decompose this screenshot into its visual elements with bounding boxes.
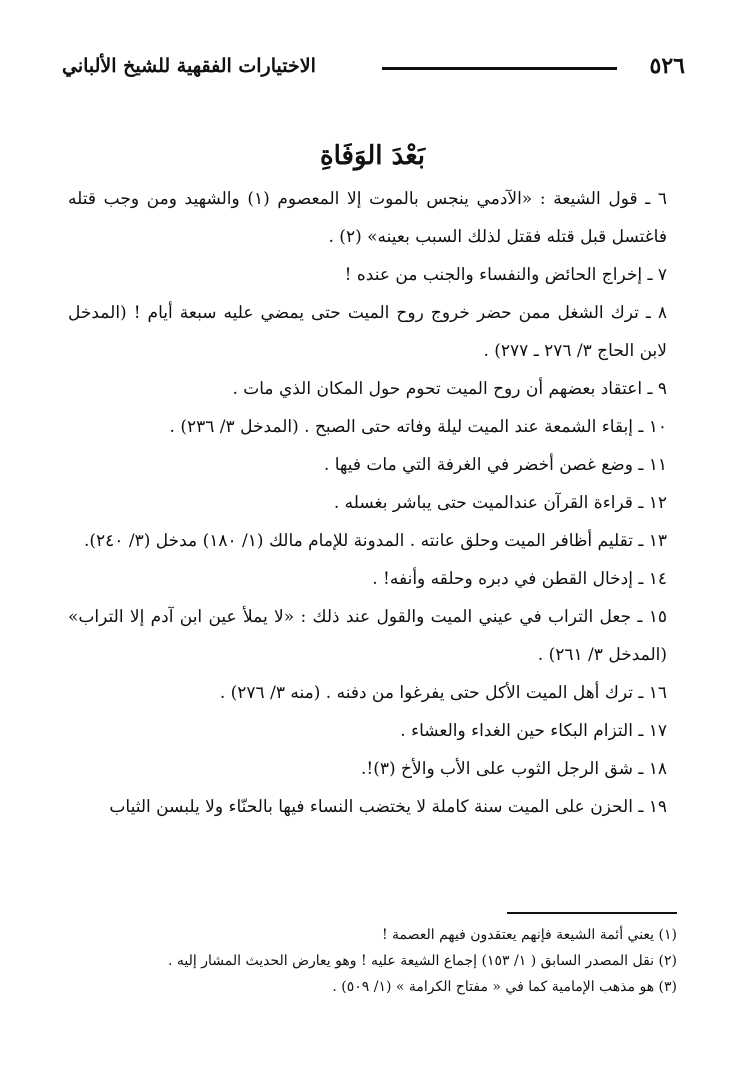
- main-text: [68, 180, 667, 826]
- list-item: ١٩ ـ الحزن على الميت سنة كاملة لا يختضب النساء فيها بالحنّاء ولا يلبسن الثياب: [109, 797, 667, 817]
- footnote: (٢) نقل المصدر السابق ( ١/ ١٥٣) إجماع الشيعة عليه ! وهو يعارض الحديث المشار إليه .: [168, 953, 677, 969]
- section-title: بَعْدَ الوَفَاةِ: [319, 141, 426, 171]
- list-item: ١١ ـ وضع غصن أخضر في الغرفة التي مات فيها .: [323, 455, 667, 475]
- list-item: ١٥ ـ جعل التراب في عيني الميت والقول عند ذلك : «لا يملأ عين ابن آدم إلا التراب» (المدخل ٣/ ٢٦١) .: [68, 607, 667, 665]
- footnotes: [68, 922, 677, 1000]
- list-item: ١٧ ـ التزام البكاء حين الغداء والعشاء .: [400, 721, 667, 741]
- list-item: ٧ ـ إخراج الحائض والنفساء والجنب من عنده !: [344, 265, 667, 285]
- footnote-rule: [507, 912, 677, 914]
- running-title: الاختيارات الفقهية للشيخ الألباني: [62, 55, 316, 77]
- list-item: ١٨ ـ شق الرجل الثوب على الأب والأخ (٣)!.: [361, 759, 667, 779]
- page-number: ٥٢٦: [649, 53, 685, 79]
- header-rule: [382, 67, 617, 70]
- list-item: ١٢ ـ قراءة القرآن عندالميت حتى يباشر بغسله .: [333, 493, 667, 513]
- list-item: ١٣ ـ تقليم أظافر الميت وحلق عانته . المدونة للإمام مالك (١/ ١٨٠) مدخل (٣/ ٢٤٠).: [83, 531, 667, 551]
- list-item: ٦ ـ قول الشيعة : «الآدمي ينجس بالموت إلا المعصوم (١) والشهيد ومن وجب قتله فاغتسل قبل قتله فقتل لذلك السبب بعينه» (٢) .: [68, 189, 667, 247]
- page-header: [62, 48, 685, 84]
- list-item: ٩ ـ اعتقاد بعضهم أن روح الميت تحوم حول المكان الذي مات .: [232, 379, 667, 399]
- list-item: ١٠ ـ إبقاء الشمعة عند الميت ليلة وفاته حتى الصبح . (المدخل ٣/ ٢٣٦) .: [169, 417, 667, 437]
- footnote: (٣) هو مذهب الإمامية كما في « مفتاح الكرامة » (١/ ٥٠٩) .: [332, 979, 677, 995]
- list-item: ١٤ ـ إدخال القطن في دبره وحلقه وأنفه! .: [372, 569, 667, 589]
- footnote: (١) يعني أئمة الشيعة فإنهم يعتقدون فيهم العصمة !: [381, 927, 677, 943]
- list-item: ١٦ ـ ترك أهل الميت الأكل حتى يفرغوا من دفنه . (منه ٣/ ٢٧٦) .: [219, 683, 667, 703]
- list-item: ٨ ـ ترك الشغل ممن حضر خروج روح الميت حتى يمضي عليه سبعة أيام ! (المدخل لابن الحاج ٣/ ٢٧٦ ـ ٢٧٧) .: [68, 303, 667, 361]
